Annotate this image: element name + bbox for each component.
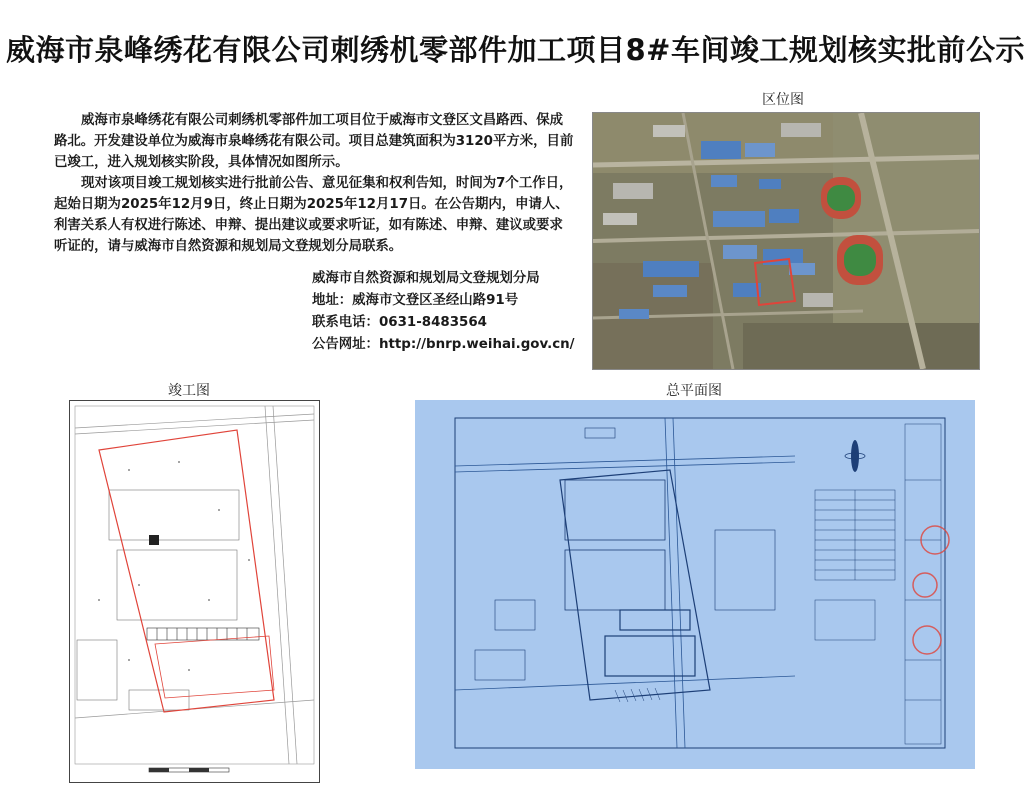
completion-map-image [69,400,320,783]
contact-phone: 联系电话：0631-8483564 [312,315,487,330]
completion-map-caption: 竣工图 [168,383,210,399]
contact-org: 威海市自然资源和规划局文登规划分局 [312,271,540,286]
location-map-caption: 区位图 [762,92,804,108]
intro-paragraph-2: 现对该项目竣工规划核实进行批前公告、意见征集和权利告知，时间为7个工作日，起始日期为2025年12月9日，终止日期为2025年12月17日。在公告期内，申请人、利害关系人有权进行陈述、申辩、提出建议或要求听证，如有陈述、申辩、建议或要求听证的，请与威海市自然资源和规划局文登规划分局联系。 [54,176,573,254]
contact-block [312,268,575,356]
contact-address: 地址：威海市文登区圣经山路91号 [312,293,519,308]
intro-text [54,110,574,257]
page-title: 威海市泉峰绣花有限公司刺绣机零部件加工项目8#车间竣工规划核实批前公示 [6,33,1025,67]
contact-website[interactable]: 公告网址：http://bnrp.weihai.gov.cn/ [312,337,575,352]
site-plan-image [415,400,975,769]
site-plan-caption: 总平面图 [666,383,722,399]
location-map-image [592,112,980,370]
intro-paragraph-1: 威海市泉峰绣花有限公司刺绣机零部件加工项目位于威海市文登区文昌路西、保成路北。开发建设单位为威海市泉峰绣花有限公司。项目总建筑面积为3120平方米，目前已竣工，进入规划核实阶段，具体情况如图所示。 [54,113,574,170]
